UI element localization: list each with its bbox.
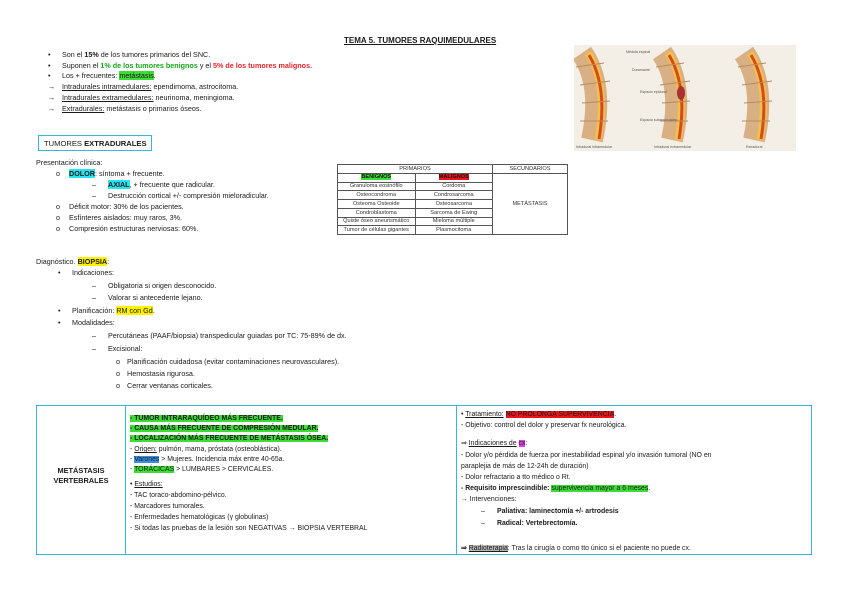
label-epidural: Espacio epidural	[640, 90, 667, 94]
list-item: → Extradurales: metástasis o primarios óseos.	[48, 103, 202, 113]
diag-ex2: o Hemostasia rigurosa.	[116, 369, 195, 378]
diag-ex3: o Cerrar ventanas corticales.	[116, 381, 213, 390]
caption-1: Intradural intramedular	[576, 145, 613, 149]
pres-destruccion: – Destrucción cortical +/- compresión mieloradicular.	[92, 191, 269, 200]
section-heading-extradurales: TUMORES EXTRADURALES	[38, 135, 152, 151]
intro-list	[48, 50, 312, 114]
diag-planificacion: • Planificación: RM con Gd.	[58, 306, 155, 315]
mv-tratamiento: • Tratamiento: NO PROLONGA SUPERVIVENCIA.	[461, 411, 617, 418]
mv-e2: - Marcadores tumorales.	[130, 503, 205, 510]
mv-estudios: • Estudios:	[130, 481, 163, 488]
table-cell-metastasis: METÁSTASIS	[493, 173, 568, 234]
mv-radioterapia: ⇒ Radioterapia: Tras la cirugía o como tto único si el paciente no puede cx.	[461, 545, 691, 552]
mv-c1: - TUMOR INTRARAQUÍDEO MÁS FRECUENTE.	[130, 415, 283, 422]
label-medula: Médula espinal	[626, 50, 651, 54]
table-row: Quiste óseo aneurismático Mieloma múltiple	[338, 217, 568, 226]
pres-axial: – AXIAL, + frecuente que radicular.	[92, 180, 215, 189]
diag-modalidades: • Modalidades:	[58, 318, 115, 327]
mv-c3: - LOCALIZACIÓN MÁS FRECUENTE DE METÁSTASIS ÓSEA.	[130, 435, 329, 442]
list-item: → Intradurales intramedulares: ependimoma, astrocitoma.	[48, 82, 239, 92]
pres-esfinteres: o Esfínteres aislados: muy raros, 3%.	[56, 213, 183, 222]
list-item: → Intradurales extramedulares: neurinoma, meningioma.	[48, 92, 235, 102]
mv-intervenciones: → Intervenciones:	[461, 496, 517, 503]
diagnostico-heading: Diagnóstico. BIOPSIA:	[36, 257, 110, 266]
mv-d2: paraplejia de más de 12-24h de duración)	[461, 463, 589, 470]
table-header-secundarios: SECUNDARIOS	[493, 165, 568, 174]
tumor-table	[337, 164, 568, 235]
mv-requisito: - Requisito imprescindible: supervivencia mayor a 6 meses.	[461, 485, 651, 492]
table-row: Condroblastoma Sarcoma de Ewing	[338, 208, 568, 217]
mv-radical: – Radical: Vertebrectomía.	[481, 520, 578, 527]
table-header-malignos: MALIGNOS	[415, 173, 493, 182]
mv-d1: - Dolor y/o pérdida de fuerza por inestabilidad espinal y/o invasión tumoral (NO en	[461, 452, 712, 459]
caption-2: Intradural extramedular	[654, 145, 692, 149]
diag-ex1: o Planificación cuidadosa (evitar contaminaciones neurovasculares).	[116, 357, 340, 366]
list-item: • Los + frecuentes: metástasis.	[48, 71, 156, 81]
list-item: • Son el 15% de los tumores primarios del SNC.	[48, 50, 211, 59]
table-header-primarios: PRIMARIOS	[338, 165, 493, 174]
mv-varones: - Varones > Mujeres. Incidencia máx entre 40-65a.	[130, 456, 285, 463]
mv-origen: - Origen: pulmón, mama, próstata (osteoblástica).	[130, 446, 282, 453]
pres-deficit: o Déficit motor: 30% de los pacientes.	[56, 202, 184, 211]
presentacion-heading: Presentación clínica:	[36, 158, 103, 167]
pres-dolor: o DOLOR: síntoma + frecuente.	[56, 169, 165, 178]
table-row: Osteocondroma Condrosarcoma	[338, 191, 568, 200]
diag-excisional: – Excisional:	[92, 344, 143, 353]
spine-illustration	[574, 45, 796, 151]
table-header-benignos: BENIGNOS	[338, 173, 416, 182]
diag-ind1: – Obligatoria si origen desconocido.	[92, 281, 217, 290]
mv-d3: - Dolor refractario a tto médico o Rt.	[461, 474, 571, 481]
table-row: Osteoma Osteoide Osteosarcoma	[338, 200, 568, 209]
table-row: Tumor de células gigantes Plasmocitoma	[338, 226, 568, 235]
list-item: • Suponen el 1% de los tumores benignos y el 5% de los tumores malignos.	[48, 60, 313, 70]
label-duramadre: Duramadre	[632, 68, 650, 72]
diag-ind2: – Valorar si antecedente lejano.	[92, 293, 203, 302]
mv-paliativa: – Paliativa: laminectomía +/- artrodesis	[481, 508, 619, 515]
pres-compresion: o Compresión estructuras nerviosas: 60%.	[56, 224, 199, 233]
diag-indicaciones: • Indicaciones:	[58, 268, 114, 277]
diag-percutaneas: – Percutáneas (PAAF/biopsia) transpedicular guiadas por TC: 75-89% de dx.	[92, 331, 347, 340]
mv-objetivo: - Objetivo: control del dolor y preservar fx neurológica.	[461, 422, 627, 429]
label-subaracnoideo: Espacio subaracnoideo	[640, 118, 678, 122]
mv-e4: - Si todas las pruebas de la lesión son NEGATIVAS → BIOPSIA VERTEBRAL	[130, 525, 368, 532]
page-title: TEMA 5. TUMORES RAQUIMEDULARES	[344, 36, 497, 45]
mv-toracicas: - TORÁCICAS > LUMBARES > CERVICALES.	[130, 466, 274, 473]
metastasis-title: METÁSTASIS VERTEBRALES	[53, 466, 109, 485]
mv-c2: - CAUSA MÁS FRECUENTE DE COMPRESIÓN MEDULAR.	[130, 425, 319, 432]
table-row: Granuloma eosinófilo Cordoma	[338, 182, 568, 191]
mv-e3: - Enfermedades hematológicas (γ globulinas)	[130, 514, 269, 521]
caption-3: Extradural	[746, 145, 763, 149]
mv-indicaciones-cx: ⇒ Indicaciones de cx:	[461, 440, 528, 447]
mv-e1: - TAC toraco-abdomino-pélvico.	[130, 492, 227, 499]
